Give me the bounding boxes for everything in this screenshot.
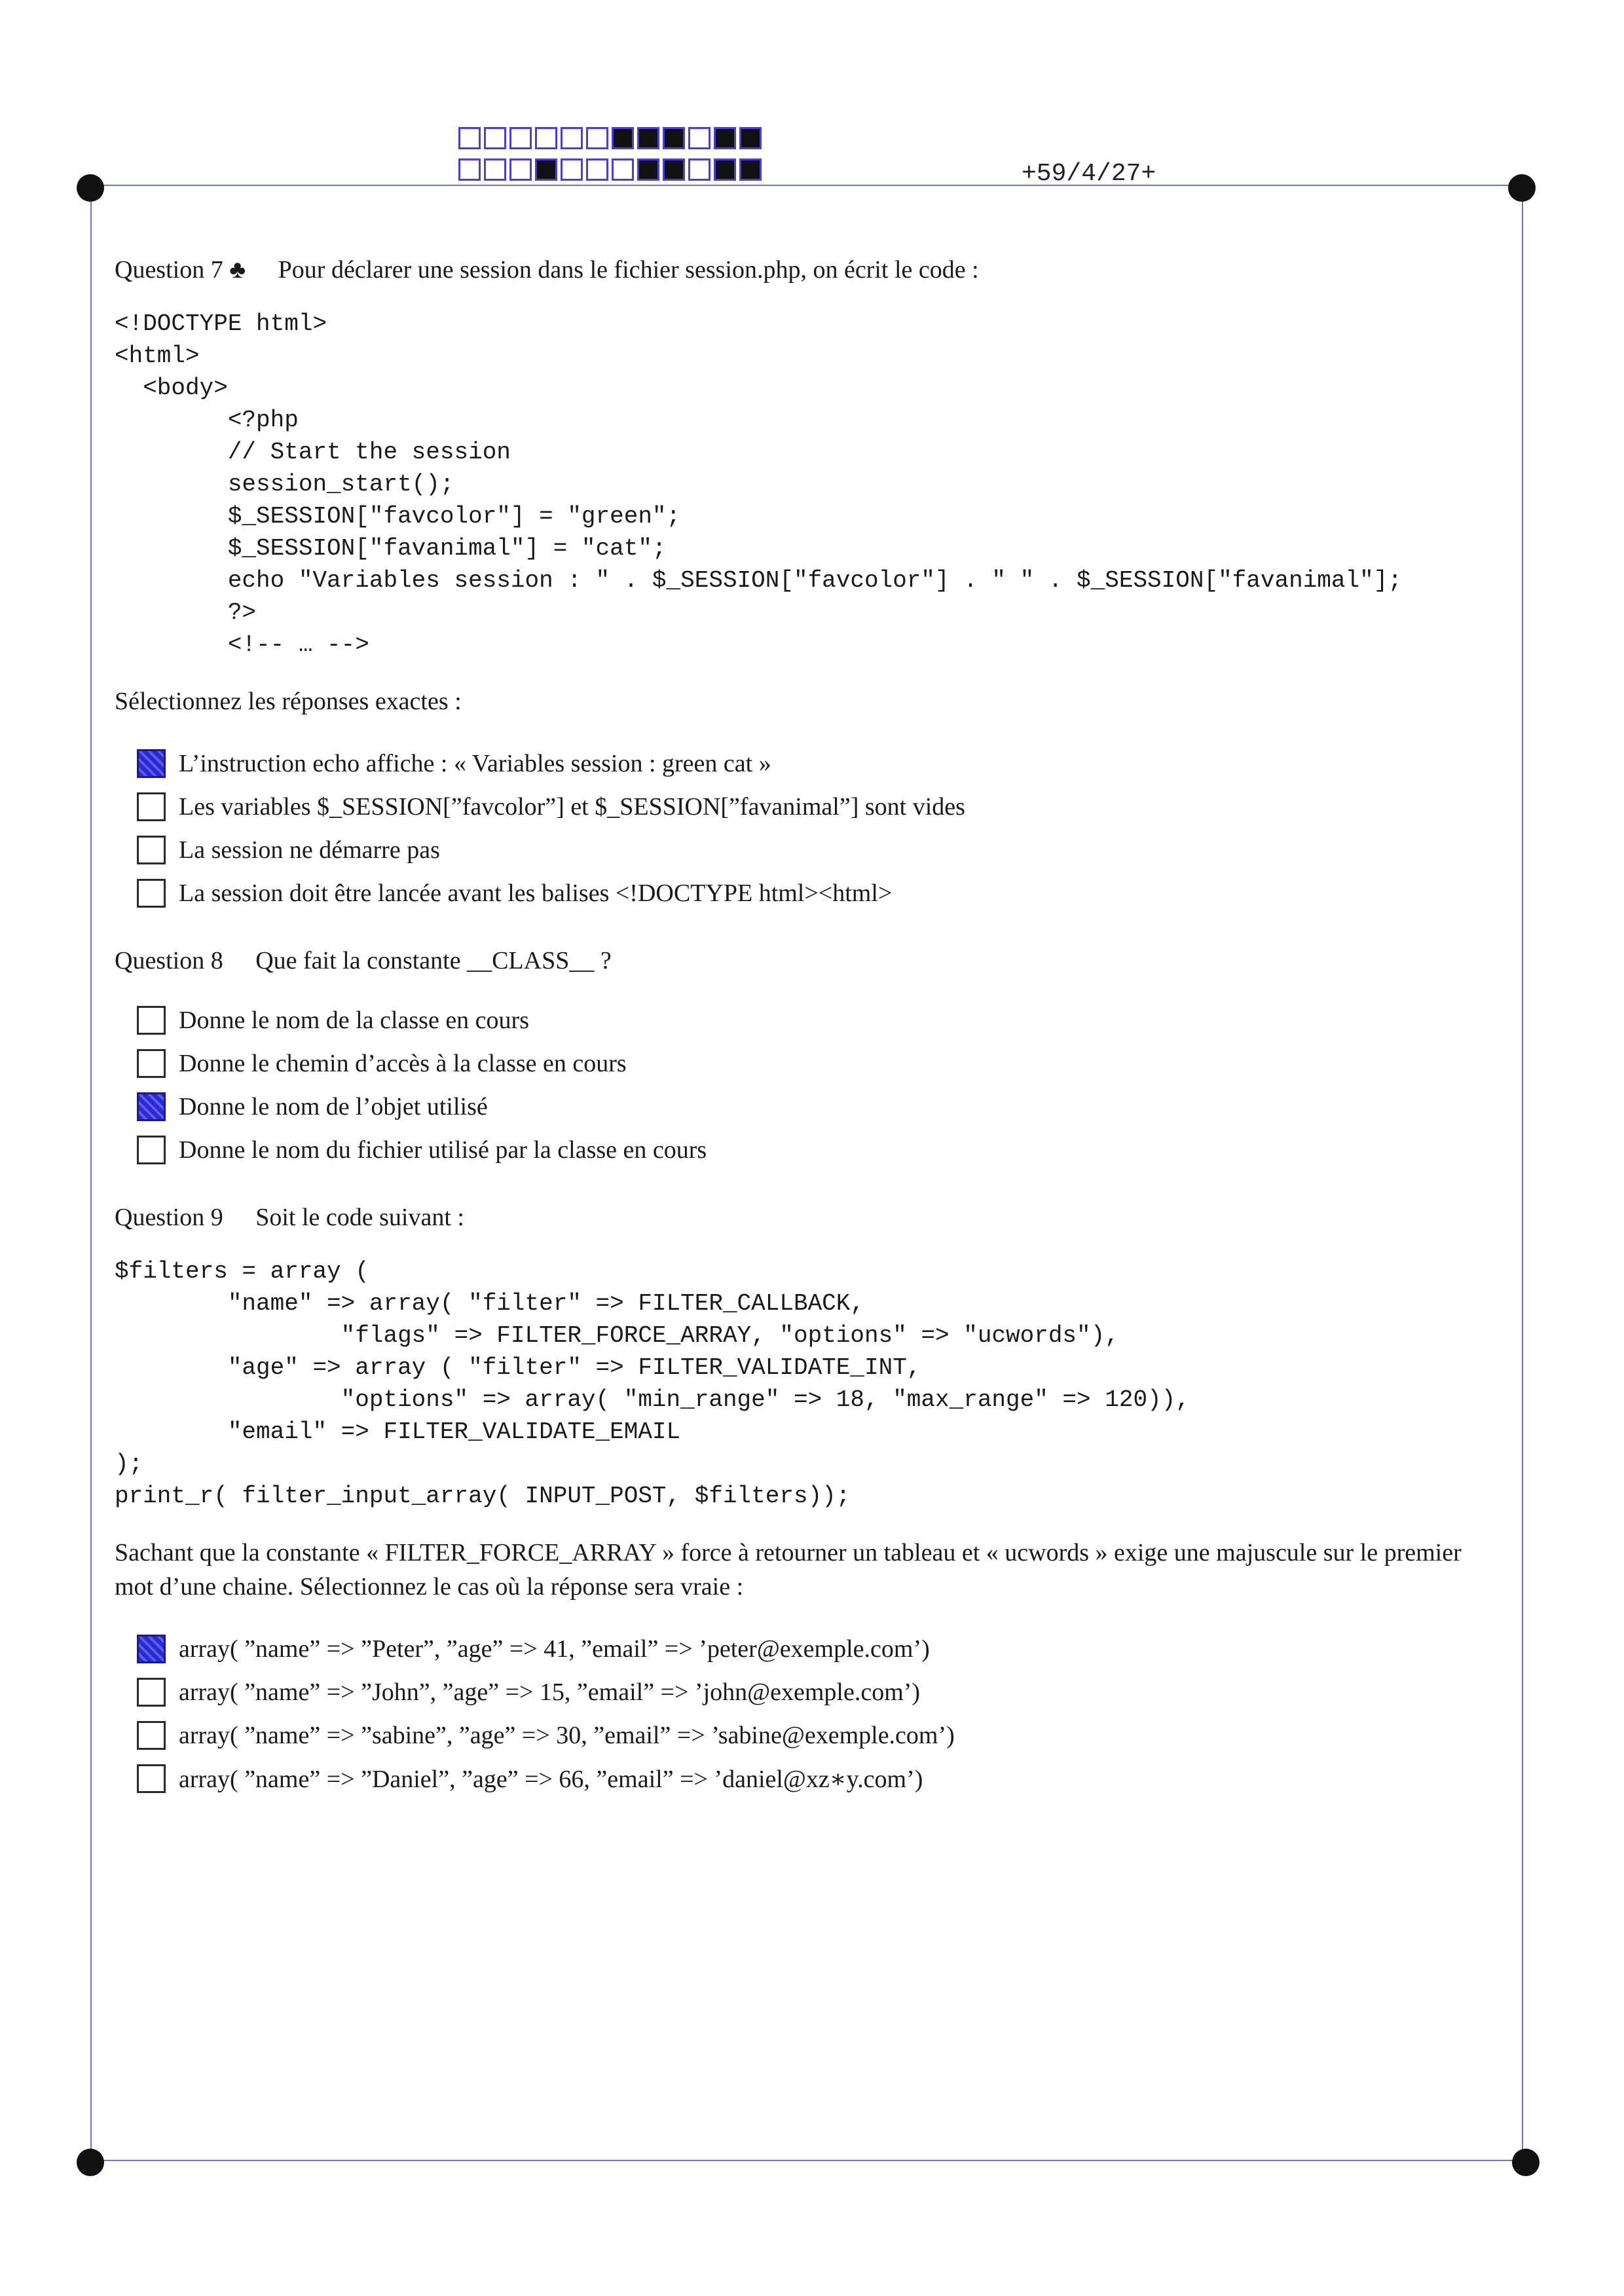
barcode-cell [484,127,506,149]
answer-text: L’instruction echo affiche : « Variables session : green cat » [179,750,771,777]
checkbox[interactable] [137,792,166,821]
checkbox[interactable] [137,1678,166,1707]
question-9-label: Question 9 [115,1204,223,1231]
answer-text: array( ”name” => ”Peter”, ”age” => 41, ”email” => ’peter@exemple.com’) [179,1635,930,1663]
checkbox[interactable] [137,879,166,908]
corner-marker-bottom-left [77,2149,104,2176]
barcode-cell [612,158,634,181]
barcode-cell [561,127,583,149]
answer-option[interactable] [137,828,1522,872]
question-7-label: Question 7 ♣ [115,256,246,284]
corner-marker-top-left [77,174,104,202]
answer-text: Donne le chemin d’accès à la classe en cours [179,1050,627,1077]
barcode-cell [458,158,481,181]
barcode-cell [586,127,608,149]
question-8-prompt: Que fait la constante __CLASS__ ? [255,947,612,974]
barcode-cell [586,158,608,181]
question-8-answers [137,999,1522,1172]
checkbox[interactable] [137,1635,166,1663]
answer-option[interactable] [137,742,1522,785]
barcode-cell [458,127,481,149]
corner-marker-top-right [1508,174,1536,202]
barcode-row-1 [458,127,765,149]
checkbox[interactable] [137,1136,166,1164]
barcode-cell [637,158,659,181]
answer-text: array( ”name” => ”sabine”, ”age” => 30, ”email” => ’sabine@exemple.com’) [179,1722,955,1749]
answer-option[interactable] [137,872,1522,915]
question-7-prompt: Pour déclarer une session dans le fichier session.php, on écrit le code : [278,256,979,284]
barcode-cell [535,158,557,181]
answer-option[interactable] [137,1042,1522,1085]
barcode-cell [509,158,532,181]
checkbox[interactable] [137,749,166,778]
answer-option[interactable] [137,1085,1522,1128]
barcode-cell [509,127,532,149]
answer-text: La session doit être lancée avant les balises <!DOCTYPE html><html> [179,880,893,907]
barcode-row-2 [458,158,765,181]
barcode-cell [688,127,710,149]
checkbox[interactable] [137,1049,166,1078]
question-7-answers [137,742,1522,915]
checkbox[interactable] [137,1721,166,1750]
checkbox[interactable] [137,836,166,864]
question-9-prompt: Soit le code suivant : [255,1204,464,1231]
question-7-code: <!DOCTYPE html> <html> <body> <?php // Start the session session_start(); $_SESSION["favcolor"] = "green"; $_SESSION["favanimal"] = "cat"; echo "Variables session : " . $_SESSION["favcolor"] . " " . $_SESSION["favanimal"]; ?> <!-- … --> [115,310,1402,658]
answer-text: array( ”name” => ”John”, ”age” => 15, ”email” => ’john@exemple.com’) [179,1678,921,1706]
barcode-cell [612,127,634,149]
question-7-instruction: Sélectionnez les réponses exactes : [115,688,462,715]
answer-option[interactable] [137,999,1522,1042]
question-7-header [115,255,1522,284]
checkbox[interactable] [137,1006,166,1035]
exam-content [115,255,1522,1832]
question-9-header [115,1203,1522,1232]
answer-text: Donne le nom de la classe en cours [179,1007,529,1034]
barcode-cell [663,127,685,149]
checkbox[interactable] [137,1092,166,1121]
answer-text: Les variables $_SESSION[”favcolor”] et $_SESSION[”favanimal”] sont vides [179,793,965,821]
answer-option[interactable] [137,785,1522,828]
answer-option[interactable] [137,1627,1522,1671]
barcode-cell [714,158,736,181]
checkbox[interactable] [137,1764,166,1793]
barcode-cell [535,127,557,149]
answer-option[interactable] [137,1714,1522,1757]
answer-option[interactable] [137,1671,1522,1714]
barcode-cell [663,158,685,181]
barcode-cell [739,127,762,149]
answer-option[interactable] [137,1757,1522,1800]
barcode-cell [714,127,736,149]
answer-text: array( ”name” => ”Daniel”, ”age” => 66, ”email” => ’daniel@xz∗y.com’) [179,1765,923,1793]
answer-option[interactable] [137,1128,1522,1172]
barcode-cell [637,127,659,149]
corner-marker-bottom-right [1512,2149,1540,2176]
page-id-code: +59/4/27+ [1022,160,1156,188]
barcode-cell [484,158,506,181]
answer-text: La session ne démarre pas [179,836,440,864]
question-8-label: Question 8 [115,947,223,974]
answer-text: Donne le nom de l’objet utilisé [179,1093,488,1120]
barcode-cell [688,158,710,181]
answer-text: Donne le nom du fichier utilisé par la classe en cours [179,1136,707,1164]
barcode-cell [739,158,762,181]
question-9-answers [137,1627,1522,1800]
question-8-header [115,946,1522,975]
question-9-code: $filters = array ( "name" => array( "filter" => FILTER_CALLBACK, "flags" => FILTER_FORCE_ARRAY, "options" => "ucwords"), "age" => array ( "filter" => FILTER_VALIDATE_INT, "options" => array( "min_range" => 18, "max_range" => 120)), "email" => FILTER_VALIDATE_EMAIL ); print_r( filter_input_array( INPUT_POST, $filters)); [115,1258,1190,1509]
question-9-instruction: Sachant que la constante « FILTER_FORCE_ARRAY » force à retourner un tableau et « ucwords » exige une majuscule sur le premier mot d’une chaine. Sélectionnez le cas où la réponse sera vraie : [115,1539,1462,1601]
barcode-cell [561,158,583,181]
